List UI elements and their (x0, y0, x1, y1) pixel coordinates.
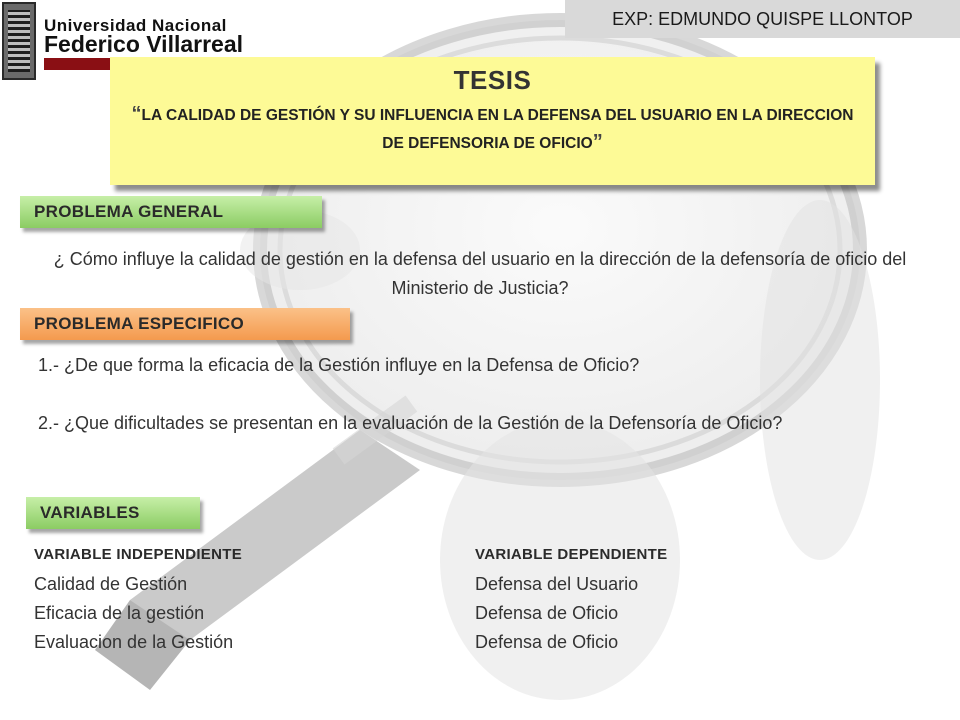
list-item: Defensa de Oficio (475, 603, 619, 623)
thesis-heading: TESIS (453, 65, 532, 95)
thesis-title-box (110, 57, 875, 185)
problema-general-text: ¿ Cómo influye la calidad de gestión en la defensa del usuario en la dirección de la defensoría de oficio del Ministerio de Justicia? (53, 249, 907, 298)
problema-especifico-label: PROBLEMA ESPECIFICO (34, 314, 245, 333)
problema-especifico-header (20, 308, 350, 340)
open-quote: “ (131, 103, 142, 125)
variables-header (26, 497, 200, 529)
variables-label: VARIABLES (40, 503, 140, 522)
university-crest-icon (2, 2, 36, 80)
thesis-title-text: LA CALIDAD DE GESTIÓN Y SU INFLUENCIA EN LA DEFENSA DEL USUARIO EN LA DIRECCION DE DEFENSORIA DE OFICIO (141, 107, 854, 152)
list-item: Calidad de Gestión (34, 574, 188, 594)
problema-general-label: PROBLEMA GENERAL (34, 202, 224, 221)
list-item: Evaluacion de la Gestión (34, 632, 234, 652)
variable-independiente-heading: VARIABLE INDEPENDIENTE (34, 546, 243, 563)
author-label: EXP: EDMUNDO QUISPE LLONTOP (612, 8, 913, 29)
problema-especifico-item: 1.- ¿De que forma la eficacia de la Gestión influye en la Defensa de Oficio? (38, 355, 640, 375)
problema-general-header (20, 196, 322, 228)
variable-dependiente-list (475, 570, 638, 657)
university-name-line2: Federico Villarreal (44, 31, 244, 57)
thesis-title (122, 101, 863, 157)
list-item: Eficacia de la gestión (34, 603, 205, 623)
variable-independiente-list (34, 570, 233, 657)
problema-especifico-item: 2.- ¿Que dificultades se presentan en la evaluación de la Gestión de la Defensoría de Oficio? (38, 413, 783, 433)
variable-dependiente-heading: VARIABLE DEPENDIENTE (475, 546, 668, 563)
list-item: Defensa de Oficio (475, 632, 619, 652)
close-quote: ” (592, 131, 603, 153)
list-item: Defensa del Usuario (475, 574, 639, 594)
author-box (565, 0, 960, 38)
university-name-line1: Universidad Nacional (44, 16, 227, 35)
